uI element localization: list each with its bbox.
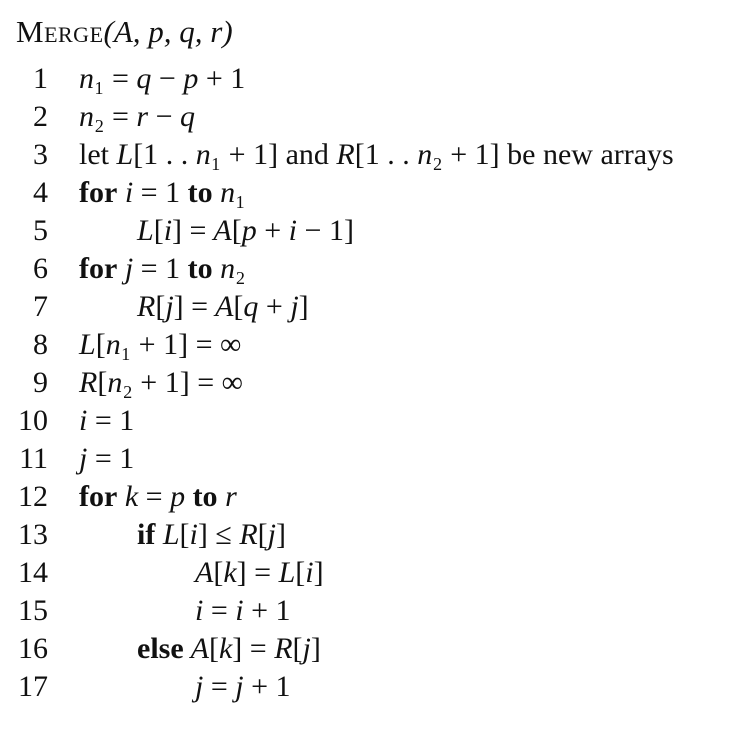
line-number: 4 [33, 176, 48, 209]
line-number: 11 [19, 442, 48, 475]
code-text: i = 1 [79, 404, 135, 437]
procedure-name: Merge [16, 14, 104, 49]
procedure-params: (A, p, q, r) [103, 14, 233, 49]
code-text: j = 1 [79, 442, 135, 475]
code-text: R[n₂ + 1] = ∞ [79, 366, 244, 399]
line-number: 6 [33, 252, 48, 285]
line-number: 2 [33, 100, 48, 133]
line-number: 16 [18, 632, 48, 665]
code-text: i = i + 1 [195, 594, 291, 627]
code-text: L[i] = A[p + i − 1] [137, 214, 354, 247]
code-text: A[k] = L[i] [195, 556, 324, 589]
line-number: 1 [33, 62, 48, 95]
line-number: 5 [33, 214, 48, 247]
code-text: for j = 1 to n₂ [79, 252, 246, 285]
line-number: 17 [18, 670, 48, 703]
code-text: R[j] = A[q + j] [137, 290, 309, 323]
line-number: 15 [18, 594, 48, 627]
code-text: else A[k] = R[j] [137, 632, 321, 665]
line-number: 13 [18, 518, 48, 551]
code-text: j = j + 1 [195, 670, 291, 703]
line-number: 10 [18, 404, 48, 437]
code-text: n₁ = q − p + 1 [79, 62, 246, 95]
line-number: 9 [33, 366, 48, 399]
code-text: if L[i] ≤ R[j] [137, 518, 286, 551]
code-text: let L[1 . . n₁ + 1] and R[1 . . n₂ + 1] be new arrays [79, 138, 674, 171]
code-text: for i = 1 to n₁ [79, 176, 246, 209]
procedure-title [16, 12, 233, 52]
line-number: 12 [18, 480, 48, 513]
line-number: 14 [18, 556, 48, 589]
line-number: 3 [33, 138, 48, 171]
code-text: n₂ = r − q [79, 100, 195, 133]
code-text: L[n₁ + 1] = ∞ [79, 328, 242, 361]
line-number: 7 [33, 290, 48, 323]
line-number: 8 [33, 328, 48, 361]
code-text: for k = p to r [79, 480, 237, 513]
